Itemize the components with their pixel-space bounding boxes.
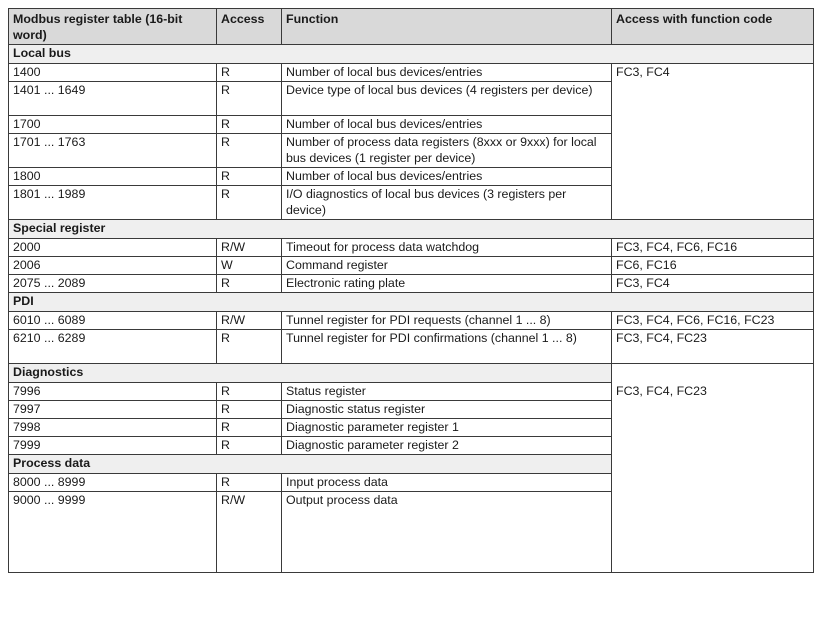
register-cell: 6010 ... 6089	[9, 312, 217, 330]
access-cell: R	[217, 275, 282, 293]
section-pdi	[9, 293, 814, 312]
function-cell: Timeout for process data watchdog	[282, 239, 612, 257]
section-title: Special register	[9, 220, 814, 239]
section-special-register	[9, 220, 814, 239]
section-diagnostics	[9, 364, 814, 383]
function-cell: Status register	[282, 383, 612, 401]
access-cell: R	[217, 419, 282, 437]
function-cell: Number of local bus devices/entries	[282, 116, 612, 134]
function-cell: Output process data	[282, 492, 612, 573]
section-title: Local bus	[9, 45, 814, 64]
access-cell: R	[217, 134, 282, 168]
function-cell: Diagnostic status register	[282, 401, 612, 419]
access-cell: R	[217, 186, 282, 220]
function-cell: Command register	[282, 257, 612, 275]
function-cell: Diagnostic parameter register 1	[282, 419, 612, 437]
header-function: Function	[282, 9, 612, 45]
modbus-register-table	[8, 8, 814, 573]
register-cell: 2006	[9, 257, 217, 275]
function-cell: Tunnel register for PDI requests (channel 1 ... 8)	[282, 312, 612, 330]
function-cell: Tunnel register for PDI confirmations (channel 1 ... 8)	[282, 330, 612, 364]
register-cell: 1400	[9, 64, 217, 82]
access-cell: R	[217, 330, 282, 364]
access-cell: R	[217, 168, 282, 186]
header-register: Modbus register table (16-bit word)	[9, 9, 217, 45]
function-cell: Number of local bus devices/entries	[282, 64, 612, 82]
register-cell: 8000 ... 8999	[9, 474, 217, 492]
register-cell: 7996	[9, 383, 217, 401]
function-code-cell: FC3, FC4	[612, 64, 814, 220]
register-cell: 7997	[9, 401, 217, 419]
register-cell: 2000	[9, 239, 217, 257]
register-cell: 7998	[9, 419, 217, 437]
register-cell: 2075 ... 2089	[9, 275, 217, 293]
function-cell: I/O diagnostics of local bus devices (3 registers per device)	[282, 186, 612, 220]
function-cell: Number of process data registers (8xxx or 9xxx) for local bus devices (1 register per device)	[282, 134, 612, 168]
function-cell: Number of local bus devices/entries	[282, 168, 612, 186]
table-row	[9, 257, 814, 275]
register-cell: 7999	[9, 437, 217, 455]
access-cell: R	[217, 116, 282, 134]
function-cell: Electronic rating plate	[282, 275, 612, 293]
access-cell: R	[217, 82, 282, 116]
table-row	[9, 64, 814, 82]
section-title: PDI	[9, 293, 814, 312]
section-title: Diagnostics	[9, 364, 612, 383]
access-cell: R/W	[217, 239, 282, 257]
function-cell: Device type of local bus devices (4 registers per device)	[282, 82, 612, 116]
access-cell: R/W	[217, 492, 282, 573]
function-code-cell: FC3, FC4, FC6, FC16	[612, 239, 814, 257]
function-code-cell: FC6, FC16	[612, 257, 814, 275]
register-cell: 1701 ... 1763	[9, 134, 217, 168]
header-function-code: Access with function code	[612, 9, 814, 45]
access-cell: R	[217, 401, 282, 419]
function-code-cell: FC3, FC4, FC23	[612, 330, 814, 364]
register-cell: 1801 ... 1989	[9, 186, 217, 220]
table-row	[9, 275, 814, 293]
table-header-row	[9, 9, 814, 45]
header-access: Access	[217, 9, 282, 45]
section-local-bus	[9, 45, 814, 64]
function-code-cell: FC3, FC4, FC23	[612, 364, 814, 573]
function-code-cell: FC3, FC4	[612, 275, 814, 293]
function-cell: Diagnostic parameter register 2	[282, 437, 612, 455]
access-cell: R	[217, 383, 282, 401]
access-cell: W	[217, 257, 282, 275]
function-code-cell: FC3, FC4, FC6, FC16, FC23	[612, 312, 814, 330]
access-cell: R/W	[217, 312, 282, 330]
access-cell: R	[217, 474, 282, 492]
section-title: Process data	[9, 455, 612, 474]
table-row	[9, 239, 814, 257]
function-cell: Input process data	[282, 474, 612, 492]
register-cell: 9000 ... 9999	[9, 492, 217, 573]
register-cell: 1800	[9, 168, 217, 186]
table-row	[9, 330, 814, 364]
register-cell: 6210 ... 6289	[9, 330, 217, 364]
access-cell: R	[217, 437, 282, 455]
table-row	[9, 312, 814, 330]
register-cell: 1700	[9, 116, 217, 134]
register-cell: 1401 ... 1649	[9, 82, 217, 116]
access-cell: R	[217, 64, 282, 82]
